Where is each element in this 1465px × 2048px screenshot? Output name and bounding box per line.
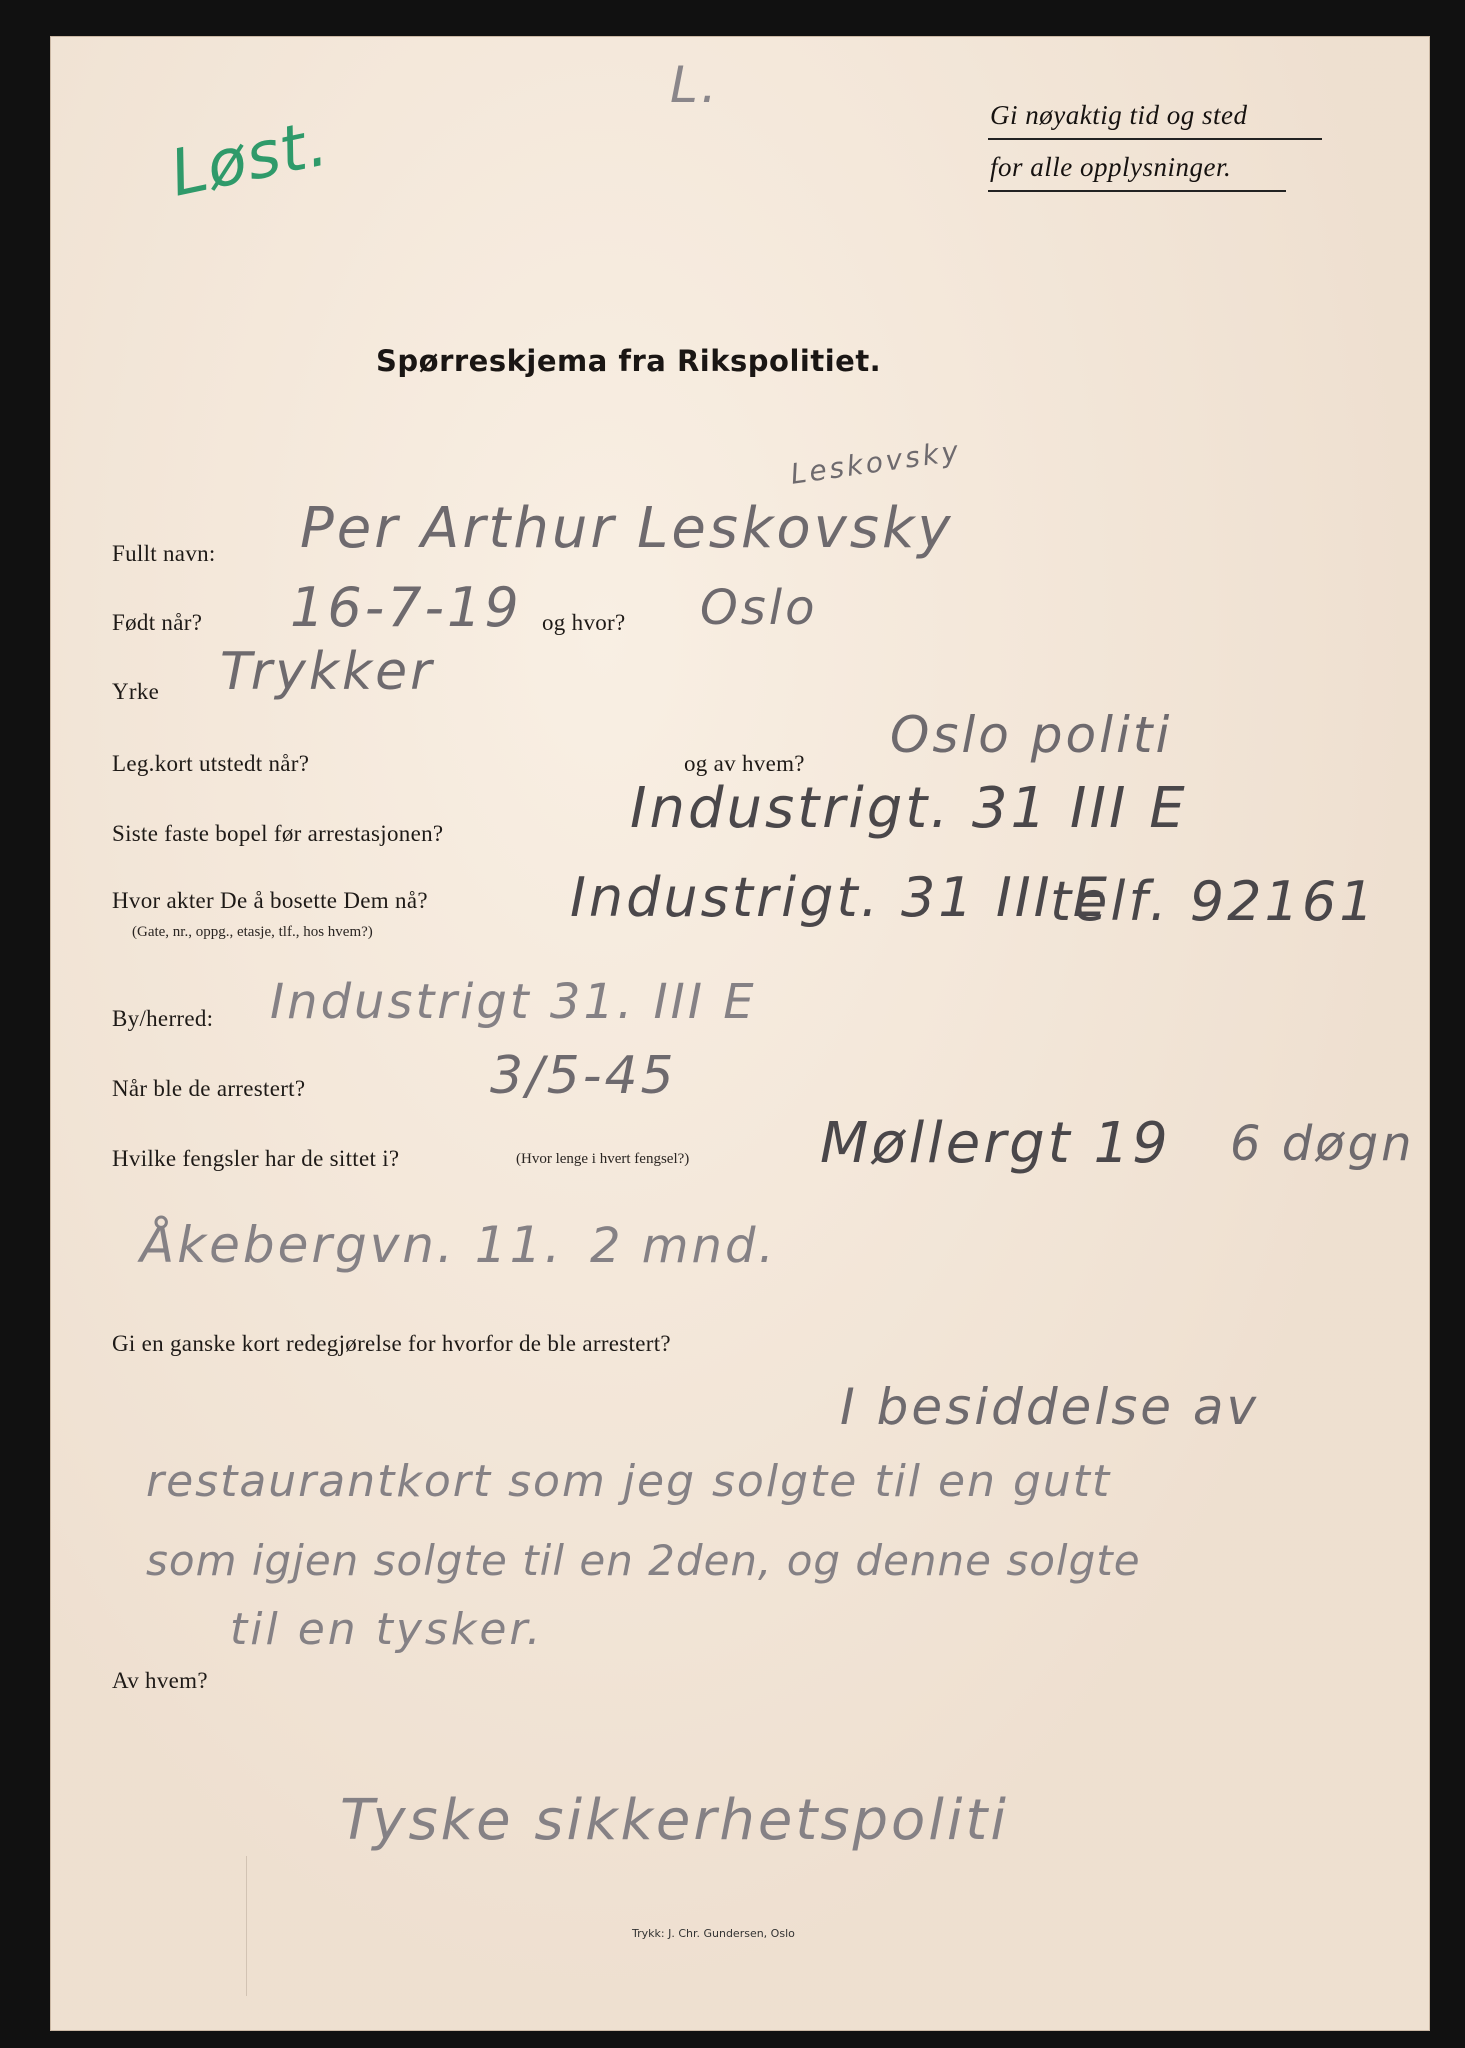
name-correction: Leskovsky xyxy=(788,434,964,491)
value-by-whom: Tyske sikkerhetspoliti xyxy=(340,1788,1009,1853)
top-note-line2: for alle opplysninger. xyxy=(990,152,1232,182)
value-prison2-duration: 2 mnd. xyxy=(590,1218,777,1274)
label-town: By/herred: xyxy=(112,1006,214,1031)
value-full-name: Per Arthur Leskovsky xyxy=(300,496,954,561)
label-prisons: Hvilke fengsler har de sittet i? xyxy=(112,1146,400,1171)
value-prison1-duration: 6 døgn xyxy=(1230,1116,1415,1172)
page-mark: L. xyxy=(670,56,720,114)
label-prisons-hint: (Hvor lenge i hvert fengsel?) xyxy=(516,1151,690,1167)
value-settle-address: Industrigt. 31 III E xyxy=(570,866,1110,929)
label-last-residence: Siste faste bopel før arrestasjonen? xyxy=(112,821,444,846)
value-prison1: Møllergt 19 xyxy=(820,1111,1171,1176)
value-prison2: Åkebergvn. 11. xyxy=(140,1216,564,1274)
value-reason-line3: som igjen solgte til en 2den, og denne solgte xyxy=(146,1536,1141,1585)
printer-credit: Trykk: J. Chr. Gundersen, Oslo xyxy=(632,1927,795,1940)
green-mark: Løst. xyxy=(164,106,335,212)
form-sheet xyxy=(50,36,1430,2031)
label-leg-card-by: og av hvem? xyxy=(684,751,805,776)
value-reason-line4: til en tysker. xyxy=(230,1604,544,1655)
top-note-underline2 xyxy=(988,190,1286,192)
label-reason: Gi en ganske kort redegjørelse for hvorfor de ble arrestert? xyxy=(112,1331,671,1356)
value-town: Industrigt 31. III E xyxy=(270,974,757,1030)
value-occupation: Trykker xyxy=(220,642,435,702)
form-title: Spørreskjema fra Rikspolitiet. xyxy=(376,344,882,378)
label-full-name: Fullt navn: xyxy=(112,541,216,566)
value-last-residence: Industrigt. 31 III E xyxy=(630,776,1188,841)
fold-line xyxy=(246,1856,247,1996)
top-note-underline1 xyxy=(988,138,1322,140)
value-born-place: Oslo xyxy=(700,580,818,636)
value-born-date: 16-7-19 xyxy=(290,576,522,639)
label-occupation: Yrke xyxy=(112,679,160,704)
top-note-line1: Gi nøyaktig tid og sted xyxy=(990,100,1248,130)
label-arrest-when: Når ble de arrestert? xyxy=(112,1076,306,1101)
label-by-whom: Av hvem? xyxy=(112,1668,208,1693)
value-settle-phone: telf. 92161 xyxy=(1050,870,1377,933)
label-leg-card-when: Leg.kort utstedt når? xyxy=(112,751,310,776)
label-born-when: Født når? xyxy=(112,610,203,635)
label-settle-where: Hvor akter De å bosette Dem nå? xyxy=(112,888,428,913)
value-reason-line1: I besiddelse av xyxy=(840,1378,1260,1436)
value-leg-card-by: Oslo politi xyxy=(890,706,1173,764)
label-born-where: og hvor? xyxy=(542,610,626,635)
value-reason-line2: restaurantkort som jeg solgte til en gutt xyxy=(146,1456,1112,1507)
value-arrest-date: 3/5-45 xyxy=(490,1046,677,1106)
label-settle-hint: (Gate, nr., oppg., etasje, tlf., hos hvem?) xyxy=(132,924,373,940)
